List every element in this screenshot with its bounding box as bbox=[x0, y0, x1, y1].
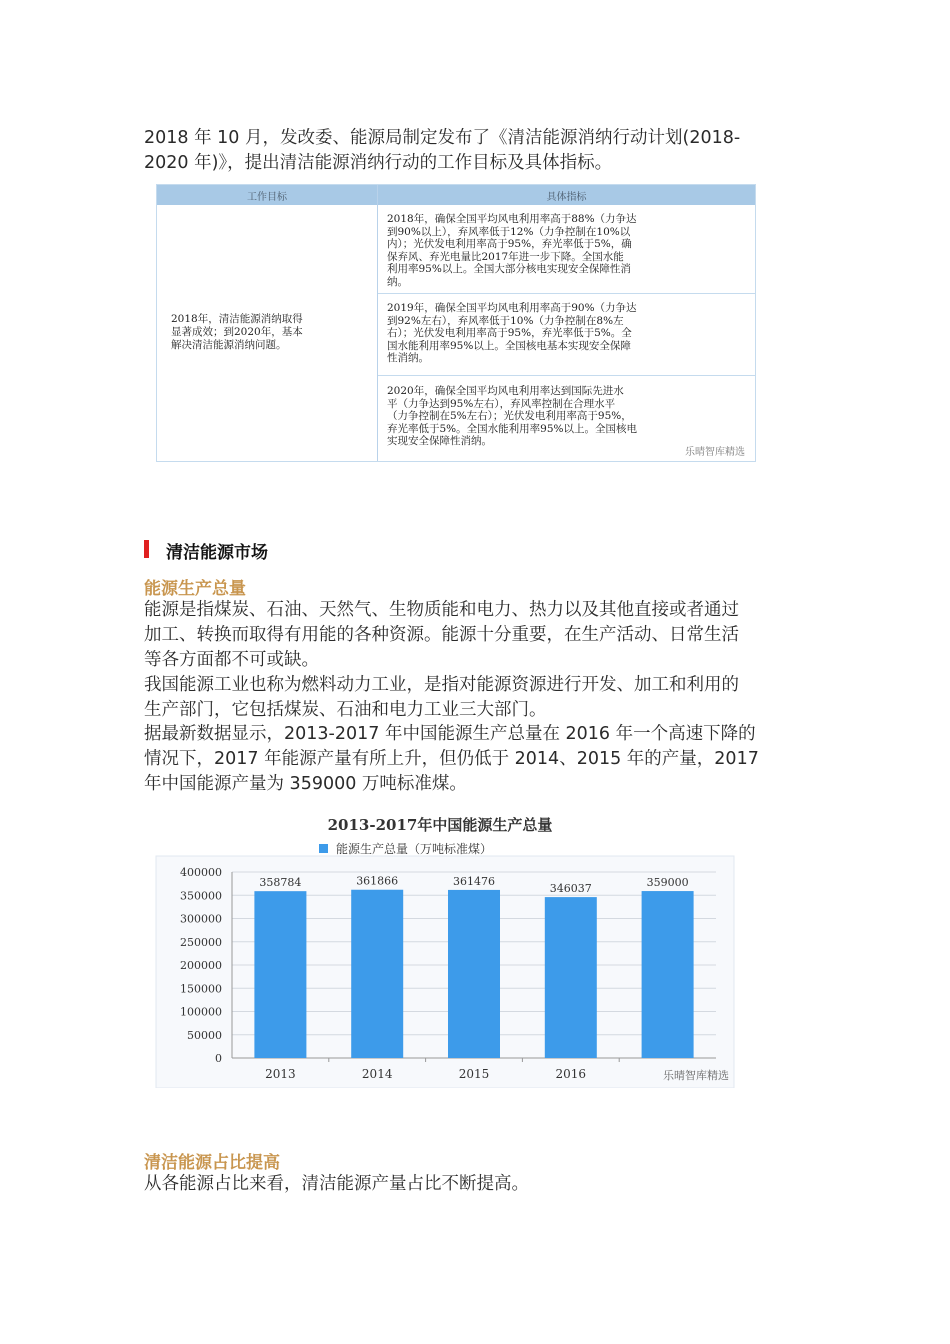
paragraph-line: 能源是指煤炭、石油、天然气、生物质能和电力、热力以及其他直接或者通过 bbox=[144, 600, 739, 620]
chart-title: 2013-2017年中国能源生产总量 bbox=[327, 816, 553, 834]
y-tick-label: 250000 bbox=[180, 935, 222, 949]
paragraph-line: 情况下，2017 年能源产量有所上升，但仍低于 2014、2015 年的产量，2017 bbox=[144, 749, 759, 769]
bar-2016 bbox=[545, 897, 597, 1058]
y-tick-label: 400000 bbox=[180, 866, 222, 879]
paragraph-line: 我国能源工业也称为燃料动力工业，是指对能源资源进行开发、加工和利用的 bbox=[144, 675, 739, 695]
indicator-line: 国水能利用率95%以上。全国核电基本实现安全保障 bbox=[387, 339, 631, 352]
goal-line: 显著成效；到2020年，基本 bbox=[171, 326, 303, 338]
x-tick-label: 2016 bbox=[555, 1067, 587, 1081]
bar-2014 bbox=[351, 890, 403, 1058]
y-tick-label: 50000 bbox=[187, 1028, 222, 1042]
latest-data-paragraph bbox=[144, 722, 804, 797]
bar-2015 bbox=[448, 890, 500, 1058]
subheading-clean-share: 清洁能源占比提高 bbox=[144, 1153, 280, 1173]
indicator-line: （力争控制在5%左右）；光伏发电利用率高于95%， bbox=[387, 410, 632, 422]
paragraph-line: 加工、转换而取得有用能的各种资源。能源十分重要，在生产活动、日常生活 bbox=[144, 625, 739, 645]
subheading-production: 能源生产总量 bbox=[144, 579, 246, 599]
header-indicators: 具体指标 bbox=[546, 192, 587, 203]
section-marker bbox=[144, 540, 149, 558]
indicator-line: 利用率95%以上。全国大部分核电实现安全保障性消 bbox=[387, 263, 631, 275]
row-divider bbox=[378, 375, 755, 376]
y-tick-label: 350000 bbox=[180, 889, 222, 903]
goal-cell bbox=[171, 313, 367, 352]
data-label: 361476 bbox=[453, 874, 495, 888]
bar-2013 bbox=[254, 891, 306, 1058]
indicator-line: 性消纳。 bbox=[387, 352, 429, 364]
y-tick-label: 200000 bbox=[180, 959, 222, 972]
indicator-line: 内）；光伏发电利用率高于95%，弃光率低于5%，确 bbox=[387, 238, 632, 250]
y-tick-label: 100000 bbox=[180, 1005, 222, 1019]
table-header bbox=[157, 185, 755, 205]
paragraph-line: 年中国能源产量为 359000 万吨标准煤。 bbox=[144, 774, 467, 794]
indicator-2019 bbox=[387, 302, 747, 365]
y-tick-label: 300000 bbox=[180, 912, 222, 926]
legend-label: 能源生产总量（万吨标准煤） bbox=[336, 842, 493, 856]
indicator-line: 右）；光伏发电利用率高于95%，弃光率低于5%。全 bbox=[387, 327, 632, 339]
x-tick-label: 2015 bbox=[458, 1067, 490, 1081]
legend-swatch bbox=[319, 844, 328, 853]
goal-line: 2018年，清洁能源消纳取得 bbox=[171, 313, 303, 325]
targets-table bbox=[156, 184, 756, 462]
paragraph-line: 等各方面都不可或缺。 bbox=[144, 650, 319, 670]
table-watermark: 乐晴智库精选 bbox=[685, 447, 745, 458]
energy-definition-paragraph bbox=[144, 598, 804, 673]
indicator-line: 弃光率低于5%。全国水能利用率95%以上。全国核电 bbox=[387, 422, 637, 435]
clean-share-paragraph: 从各能源占比来看，清洁能源产量占比不断提高。 bbox=[144, 1174, 529, 1194]
chart-svg bbox=[144, 806, 736, 1088]
indicator-line: 到92%左右），弃风率低于10%（力争控制在8%左 bbox=[387, 314, 624, 327]
intro-line: 2020 年)》，提出清洁能源消纳行动的工作目标及具体指标。 bbox=[144, 153, 613, 173]
intro-paragraph bbox=[144, 126, 804, 176]
indicator-line: 2018年，确保全国平均风电利用率高于88%（力争达 bbox=[387, 213, 637, 225]
data-label: 358784 bbox=[259, 876, 302, 890]
intro-line: 2018 年 10 月，发改委、能源局制定发布了《清洁能源消纳行动计划(2018- bbox=[144, 128, 741, 148]
indicator-line: 实现安全保障性消纳。 bbox=[387, 435, 492, 447]
indicator-line: 纳。 bbox=[387, 275, 408, 288]
x-tick-label: 2013 bbox=[265, 1067, 296, 1081]
row-divider bbox=[378, 293, 755, 294]
indicator-line: 平（力争达到95%左右），弃风率控制在合理水平 bbox=[387, 397, 616, 410]
chart-watermark: 乐晴智库精选 bbox=[663, 1069, 729, 1082]
paragraph-line: 据最新数据显示，2013-2017 年中国能源生产总量在 2016 年一个高速下降的 bbox=[144, 724, 756, 744]
indicator-line: 保弃风、弃光电量比2017年进一步下降。全国水能 bbox=[387, 250, 624, 263]
section-title: 清洁能源市场 bbox=[166, 543, 268, 563]
column-divider bbox=[377, 185, 378, 461]
y-tick-label: 150000 bbox=[180, 982, 222, 996]
data-label: 361866 bbox=[356, 874, 399, 888]
indicator-line: 2020年，确保全国平均风电利用率达到国际先进水 bbox=[387, 385, 624, 397]
bar-2017 bbox=[642, 891, 694, 1058]
goal-line: 解决清洁能源消纳问题。 bbox=[171, 339, 287, 351]
energy-industry-paragraph bbox=[144, 673, 804, 723]
y-tick-label: 0 bbox=[215, 1052, 222, 1065]
energy-production-chart bbox=[144, 806, 736, 1088]
header-goal: 工作目标 bbox=[247, 192, 287, 203]
indicator-line: 到90%以上），弃风率低于12%（力争控制在10%以 bbox=[387, 225, 631, 238]
indicator-2020 bbox=[387, 385, 747, 448]
indicator-2018 bbox=[387, 213, 747, 288]
paragraph-line: 生产部门，它包括煤炭、石油和电力工业三大部门。 bbox=[144, 700, 547, 720]
data-label: 359000 bbox=[646, 876, 689, 890]
data-label: 346037 bbox=[549, 882, 592, 896]
x-tick-label: 2014 bbox=[361, 1067, 393, 1081]
indicator-line: 2019年，确保全国平均风电利用率高于90%（力争达 bbox=[387, 302, 637, 314]
